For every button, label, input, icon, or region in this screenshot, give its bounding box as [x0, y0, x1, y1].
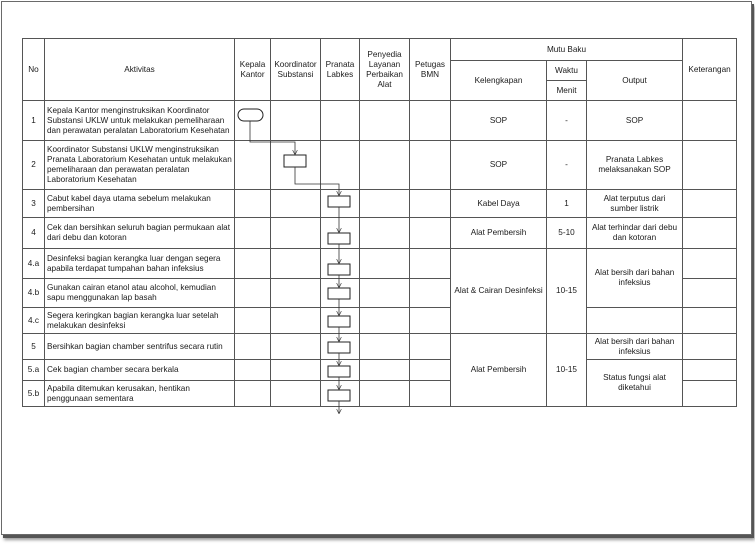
row-aktivitas: Segera keringkan bagian kerangka luar setelah melakukan desinfeksi [45, 308, 235, 334]
row-no: 4.c [23, 308, 45, 334]
row-aktivitas: Gunakan cairan etanol atau alcohol, kemudian sapu menggunakan lap basah [45, 279, 235, 308]
row-waktu: - [547, 141, 587, 190]
table-row [23, 190, 737, 218]
row-aktivitas: Cek bagian chamber secara berkala [45, 360, 235, 381]
row-output: Alat terputus dari sumber listrik [587, 190, 683, 218]
row-output: Alat terhindar dari debu dan kotoran [587, 218, 683, 249]
row-aktivitas: Koordinator Substansi UKLW menginstruksikan Pranata Laboratorium Kesehatan untuk melakukan pemeliharaan dan perawatan peralatan Laboratorium Kesehatan [45, 141, 235, 190]
row-no: 1 [23, 101, 45, 141]
row-aktivitas: Bersihkan bagian chamber sentrifus secara rutin [45, 334, 235, 360]
row-no: 5 [23, 334, 45, 360]
header-kelengkapan: Kelengkapan [451, 61, 547, 101]
row-no: 4.a [23, 249, 45, 279]
header-koordinator: Koordinator Substansi [271, 39, 321, 101]
row-waktu: 1 [547, 190, 587, 218]
header-mutu-baku: Mutu Baku [451, 39, 683, 61]
header-waktu: Waktu [547, 61, 587, 81]
table-row [23, 101, 737, 141]
row-output: SOP [587, 101, 683, 141]
document-page [1, 1, 752, 535]
row-no: 5.b [23, 381, 45, 407]
group5-output: Alat bersih dari bahan infeksius [587, 334, 683, 360]
row-kelengkapan: SOP [451, 141, 547, 190]
group4-kelengkapan: Alat & Cairan Desinfeksi [451, 249, 547, 334]
group4-output: Alat bersih dari bahan infeksius [587, 249, 683, 308]
group5-waktu: 10-15 [547, 334, 587, 407]
row-kelengkapan: SOP [451, 101, 547, 141]
table-row [23, 218, 737, 249]
row-output: Pranata Labkes melaksanakan SOP [587, 141, 683, 190]
row-no: 4.b [23, 279, 45, 308]
row-no: 4 [23, 218, 45, 249]
row-kelengkapan: Kabel Daya [451, 190, 547, 218]
header-petugas: Petugas BMN [410, 39, 451, 101]
table-row [23, 141, 737, 190]
row-waktu: - [547, 101, 587, 141]
sop-table [22, 38, 737, 407]
table-row [23, 334, 737, 360]
header-keterangan: Keterangan [683, 39, 737, 101]
row-no: 3 [23, 190, 45, 218]
table-row [23, 308, 737, 334]
row-aktivitas: Cek dan bersihkan seluruh bagian permukaan alat dari debu dan kotoran [45, 218, 235, 249]
group4-waktu: 10-15 [547, 249, 587, 334]
header-menit: Menit [547, 81, 587, 101]
header-row-1 [23, 39, 737, 61]
header-no: No [23, 39, 45, 101]
header-output: Output [587, 61, 683, 101]
group5-output-ab: Status fungsi alat diketahui [587, 360, 683, 407]
header-aktivitas: Aktivitas [45, 39, 235, 101]
header-kepala-kantor: Kepala Kantor [235, 39, 271, 101]
row-waktu: 5-10 [547, 218, 587, 249]
row-no: 5.a [23, 360, 45, 381]
table-row [23, 360, 737, 381]
row-no: 2 [23, 141, 45, 190]
row-aktivitas: Desinfeksi bagian kerangka luar dengan segera apabila terdapat tumpahan bahan infeksius [45, 249, 235, 279]
header-penyedia: Penyedia Layanan Perbaikan Alat [360, 39, 410, 101]
row-aktivitas: Kepala Kantor menginstruksikan Koordinator Substansi UKLW untuk melakukan pemeliharaan dan perawatan peralatan Laboratorium Kesehatan [45, 101, 235, 141]
row-kelengkapan: Alat Pembersih [451, 218, 547, 249]
row-aktivitas: Apabila ditemukan kerusakan, hentikan penggunaan sementara [45, 381, 235, 407]
row-aktivitas: Cabut kabel daya utama sebelum melakukan pembersihan [45, 190, 235, 218]
table-row [23, 249, 737, 279]
header-pranata: Pranata Labkes [321, 39, 360, 101]
group5-kelengkapan: Alat Pembersih [451, 334, 547, 407]
